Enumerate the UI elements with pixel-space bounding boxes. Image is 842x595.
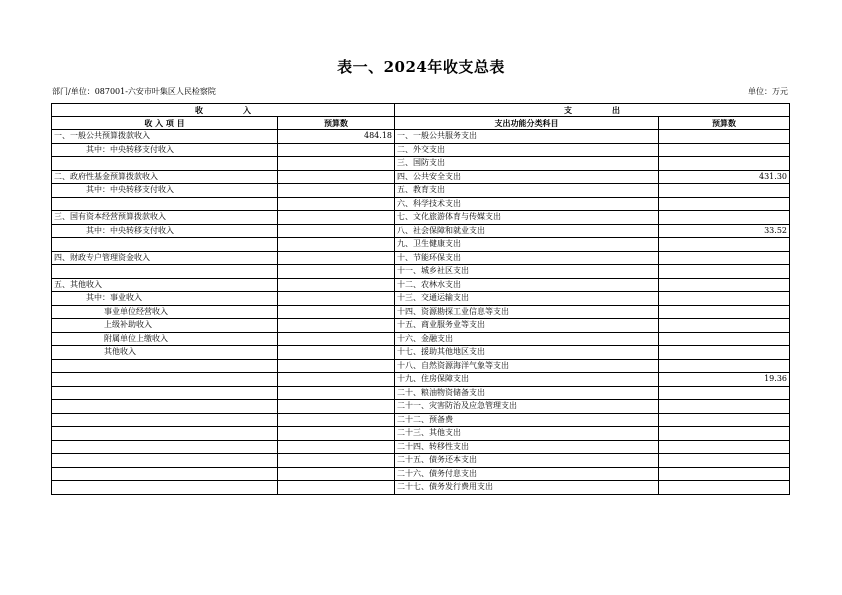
expense-item-cell: 十二、农林水支出: [395, 278, 659, 292]
expense-item-cell: 八、社会保障和就业支出: [395, 224, 659, 238]
income-amount-header: 预算数: [278, 117, 395, 130]
expense-amount-cell: [659, 400, 790, 414]
table-row: [52, 386, 790, 400]
expense-amount-cell: [659, 346, 790, 360]
income-amount-cell: [278, 386, 395, 400]
income-group-header: 收 入: [52, 104, 395, 117]
expense-amount-cell: [659, 319, 790, 333]
expense-item-cell: 五、教育支出: [395, 184, 659, 198]
table-row: [52, 454, 790, 468]
expense-item-cell: 二十、粮油物资储备支出: [395, 386, 659, 400]
expense-amount-cell: [659, 143, 790, 157]
expense-amount-cell: [659, 238, 790, 252]
income-item-cell: 其中：中央转移支付收入: [52, 184, 278, 198]
expense-item-cell: 二十一、灾害防治及应急管理支出: [395, 400, 659, 414]
income-amount-cell: [278, 224, 395, 238]
expense-amount-header: 预算数: [659, 117, 790, 130]
income-item-cell: [52, 413, 278, 427]
expense-item-cell: 十六、金融支出: [395, 332, 659, 346]
table-row: [52, 184, 790, 198]
expense-item-cell: 十八、自然资源海洋气象等支出: [395, 359, 659, 373]
header-column-row: [52, 117, 790, 130]
income-item-cell: 其中：事业收入: [52, 292, 278, 306]
table-row: [52, 238, 790, 252]
income-item-cell: [52, 265, 278, 279]
header-group-row: [52, 104, 790, 117]
expense-amount-cell: [659, 197, 790, 211]
page-title: 表一、2024年收支总表: [337, 58, 505, 76]
table-row: [52, 427, 790, 441]
table-row: [52, 373, 790, 387]
income-amount-cell: [278, 157, 395, 171]
income-item-cell: [52, 359, 278, 373]
table-row: [52, 278, 790, 292]
table-row: [52, 440, 790, 454]
income-item-header: 收 入 项 目: [52, 117, 278, 130]
income-item-cell: [52, 373, 278, 387]
income-amount-cell: [278, 481, 395, 495]
expense-item-cell: 二十四、转移性支出: [395, 440, 659, 454]
expense-item-cell: 十、节能环保支出: [395, 251, 659, 265]
expense-item-cell: 十九、住房保障支出: [395, 373, 659, 387]
income-amount-cell: [278, 305, 395, 319]
department-label: 部门/单位：087001-六安市叶集区人民检察院: [52, 87, 216, 96]
table-row: [52, 332, 790, 346]
expense-item-cell: 六、科学技术支出: [395, 197, 659, 211]
income-item-cell: 附属单位上缴收入: [52, 332, 278, 346]
expense-item-cell: 四、公共安全支出: [395, 170, 659, 184]
table-row: [52, 265, 790, 279]
expense-amount-cell: [659, 454, 790, 468]
table-row: [52, 359, 790, 373]
expense-item-cell: 二十二、预备费: [395, 413, 659, 427]
income-item-cell: [52, 481, 278, 495]
income-amount-cell: [278, 427, 395, 441]
income-amount-cell: [278, 413, 395, 427]
income-amount-cell: [278, 400, 395, 414]
table-row: [52, 170, 790, 184]
table-row: [52, 305, 790, 319]
expense-amount-cell: [659, 481, 790, 495]
income-item-cell: 五、其他收入: [52, 278, 278, 292]
income-amount-cell: [278, 211, 395, 225]
expense-item-cell: 三、国防支出: [395, 157, 659, 171]
income-amount-cell: [278, 332, 395, 346]
expense-item-cell: 二十七、债务发行费用支出: [395, 481, 659, 495]
expense-amount-cell: [659, 332, 790, 346]
expense-item-cell: 二十六、债务付息支出: [395, 467, 659, 481]
income-item-cell: [52, 427, 278, 441]
income-amount-cell: [278, 238, 395, 252]
table-row: [52, 400, 790, 414]
income-amount-cell: [278, 440, 395, 454]
expense-amount-cell: [659, 386, 790, 400]
expense-amount-cell: 19.36: [659, 373, 790, 387]
expense-item-cell: 十七、援助其他地区支出: [395, 346, 659, 360]
income-amount-cell: [278, 170, 395, 184]
income-item-cell: 其中：中央转移支付收入: [52, 143, 278, 157]
expense-item-header: 支出功能分类科目: [395, 117, 659, 130]
table-row: [52, 130, 790, 144]
income-amount-cell: [278, 292, 395, 306]
table-row: [52, 292, 790, 306]
expense-item-cell: 九、卫生健康支出: [395, 238, 659, 252]
expense-item-cell: 十四、资源勘探工业信息等支出: [395, 305, 659, 319]
expense-item-cell: 二、外交支出: [395, 143, 659, 157]
table-row: [52, 197, 790, 211]
expense-amount-cell: [659, 440, 790, 454]
income-amount-cell: [278, 197, 395, 211]
income-item-cell: [52, 197, 278, 211]
table-row: [52, 481, 790, 495]
income-item-cell: [52, 157, 278, 171]
expense-item-cell: 十一、城乡社区支出: [395, 265, 659, 279]
income-item-cell: 一、一般公共预算拨款收入: [52, 130, 278, 144]
expense-item-cell: 十三、交通运输支出: [395, 292, 659, 306]
table-row: [52, 413, 790, 427]
unit-label: 单位：万元: [748, 87, 788, 96]
expense-amount-cell: [659, 184, 790, 198]
income-amount-cell: [278, 346, 395, 360]
table-row: [52, 251, 790, 265]
expense-item-cell: 十五、商业服务业等支出: [395, 319, 659, 333]
income-item-cell: 其中：中央转移支付收入: [52, 224, 278, 238]
income-amount-cell: [278, 278, 395, 292]
expense-amount-cell: [659, 157, 790, 171]
expense-amount-cell: [659, 292, 790, 306]
income-item-cell: [52, 440, 278, 454]
expense-amount-cell: [659, 305, 790, 319]
expense-amount-cell: [659, 413, 790, 427]
income-item-cell: [52, 386, 278, 400]
income-item-cell: [52, 400, 278, 414]
table-row: [52, 224, 790, 238]
income-amount-cell: [278, 184, 395, 198]
expense-amount-cell: [659, 130, 790, 144]
expense-amount-cell: [659, 359, 790, 373]
income-item-cell: 二、政府性基金预算拨款收入: [52, 170, 278, 184]
table-row: [52, 319, 790, 333]
expense-group-header: 支 出: [395, 104, 790, 117]
income-amount-cell: [278, 467, 395, 481]
income-amount-cell: 484.18: [278, 130, 395, 144]
table-row: [52, 346, 790, 360]
expense-amount-cell: 33.52: [659, 224, 790, 238]
expense-item-cell: 二十三、其他支出: [395, 427, 659, 441]
income-item-cell: 上级补助收入: [52, 319, 278, 333]
income-item-cell: 事业单位经营收入: [52, 305, 278, 319]
expense-amount-cell: 431.30: [659, 170, 790, 184]
income-item-cell: 四、财政专户管理资金收入: [52, 251, 278, 265]
budget-table: [51, 103, 790, 495]
income-amount-cell: [278, 319, 395, 333]
expense-amount-cell: [659, 278, 790, 292]
income-amount-cell: [278, 143, 395, 157]
expense-amount-cell: [659, 265, 790, 279]
expense-amount-cell: [659, 427, 790, 441]
income-amount-cell: [278, 251, 395, 265]
expense-item-cell: 一、一般公共服务支出: [395, 130, 659, 144]
expense-item-cell: 二十五、债务还本支出: [395, 454, 659, 468]
income-amount-cell: [278, 454, 395, 468]
table-row: [52, 467, 790, 481]
income-item-cell: [52, 467, 278, 481]
expense-amount-cell: [659, 211, 790, 225]
expense-amount-cell: [659, 467, 790, 481]
income-item-cell: [52, 238, 278, 252]
expense-item-cell: 七、文化旅游体育与传媒支出: [395, 211, 659, 225]
expense-amount-cell: [659, 251, 790, 265]
income-item-cell: [52, 454, 278, 468]
income-amount-cell: [278, 373, 395, 387]
income-item-cell: 三、国有资本经营预算拨款收入: [52, 211, 278, 225]
table-row: [52, 143, 790, 157]
income-amount-cell: [278, 359, 395, 373]
table-row: [52, 211, 790, 225]
income-item-cell: 其他收入: [52, 346, 278, 360]
income-amount-cell: [278, 265, 395, 279]
table-row: [52, 157, 790, 171]
